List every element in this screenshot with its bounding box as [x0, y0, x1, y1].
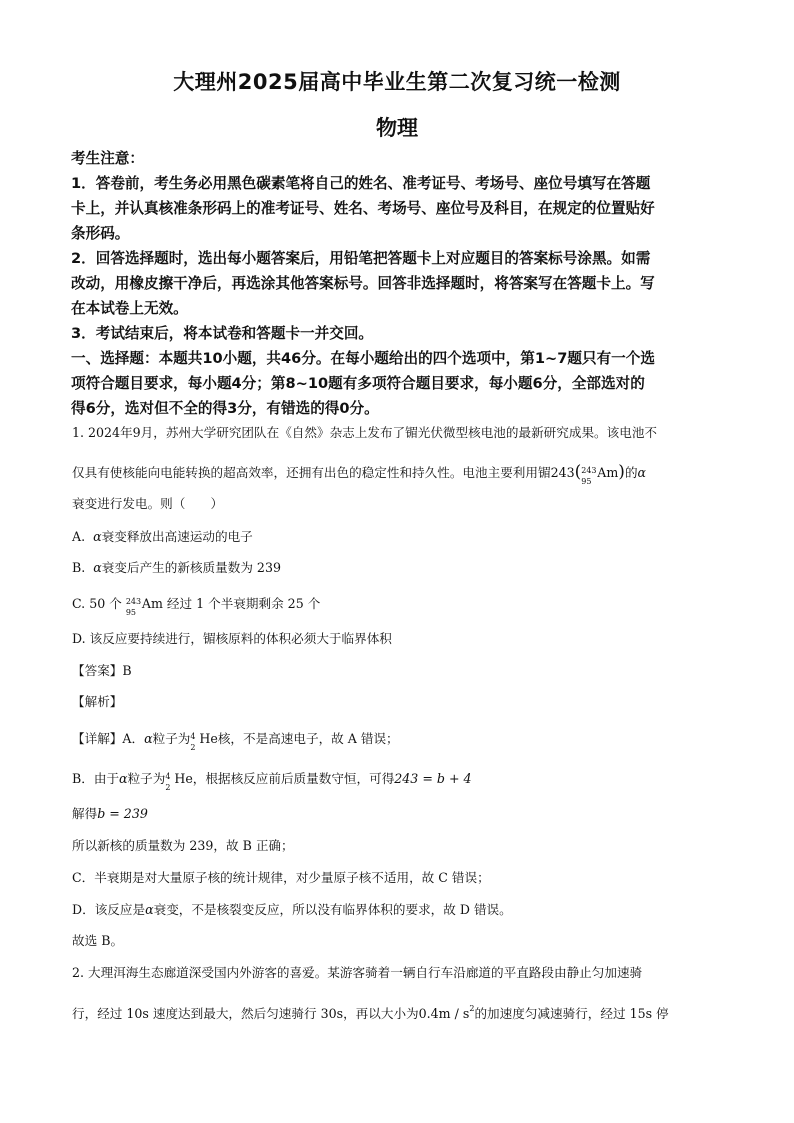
q1-option-a: A. α衰变释放出高速运动的电子	[72, 529, 253, 544]
notice-heading: 考生注意：	[71, 150, 144, 167]
section-line-2: 项符合题目要求，每小题4分；第8~10题有多项符合题目要求，每小题6分，全部选对的	[71, 375, 645, 392]
notice-line-5: 改动，用橡皮擦干净后，再选涂其他答案标号。回答非选择题时，将答案写在答题卡上。写	[71, 275, 655, 292]
q2-line-1: 2. 大理洱海生态廊道深受国内外游客的喜爱。某游客骑着一辆自行车沿廊道的平直路段由静止匀加速骑	[72, 965, 643, 980]
q1-line-2: 仅具有使核能向电能转换的超高效率，还拥有出色的稳定性和持久性。电池主要利用镅243( 243 95 Am)的α	[72, 462, 647, 486]
q1-line-1: 1. 2024年9月，苏州大学研究团队在《自然》杂志上发布了镅光伏微型核电池的最新研究成果。该电池不	[72, 425, 658, 440]
q1-option-b: B. α衰变后产生的新核质量数为 239	[72, 560, 281, 575]
section-line-3: 得6分，选对但不全的得3分，有错选的得0分。	[71, 400, 379, 417]
americium-nuclide: 243 95	[581, 466, 597, 486]
detail-a: 【详解】A．α粒子为 4 2 He核，不是高速电子，故 A 错误；	[72, 731, 399, 752]
detail-d: D．该反应是α衰变，不是核裂变反应，所以没有临界体积的要求，故 D 错误。	[72, 902, 512, 917]
q1-option-c: C. 50 个 243 95 Am 经过 1 个半衰期剩余 25 个	[72, 596, 321, 617]
notice-line-7: 3．考试结束后，将本试卷和答题卡一并交回。	[71, 325, 374, 342]
exam-title: 大理州2025届高中毕业生第二次复习统一检测	[173, 70, 621, 94]
notice-line-2: 卡上，并认真核准条形码上的准考证号、姓名、考场号、座位号及科目，在规定的位置贴好	[71, 200, 655, 217]
analysis-label: 【解析】	[72, 694, 123, 709]
solve-line: 解得b = 239	[72, 806, 148, 821]
q1-option-d: D. 该反应要持续进行，镅核原料的体积必须大于临界体积	[72, 631, 392, 646]
q2-line-2: 行，经过 10s 速度达到最大，然后匀速骑行 30s，再以大小为$0.4m / s^2$的加速度匀减速骑行，经过 15s 停	[72, 1004, 669, 1021]
notice-line-1: 1．答卷前，考生务必用黑色碳素笔将自己的姓名、准考证号、考场号、座位号填写在答题	[71, 175, 651, 192]
notice-line-3: 条形码。	[71, 225, 130, 242]
notice-line-6: 在本试卷上无效。	[71, 300, 188, 317]
detail-b: B．由于α粒子为 4 2 He，根据核反应前后质量数守恒，可得243 = b + 4	[72, 771, 472, 792]
conclusion: 故选 B。	[72, 933, 124, 948]
section-line-1: 一、选择题：本题共10小题，共46分。在每小题给出的四个选项中，第1~7题只有一个选	[71, 350, 655, 367]
detail-c: C．半衰期是对大量原子核的统计规律，对少量原子核不适用，故 C 错误；	[72, 870, 490, 885]
q1-line-3: 衰变进行发电。则（ ）	[72, 496, 224, 511]
helium-nuclide: 4 2	[190, 732, 196, 752]
answer-label: 【答案】B	[72, 663, 132, 678]
subject-title: 物理	[376, 116, 418, 140]
helium-nuclide-b: 4 2	[165, 772, 171, 792]
notice-line-4: 2．回答选择题时，选出每小题答案后，用铅笔把答题卡上对应题目的答案标号涂黑。如需	[71, 250, 651, 267]
detail-b-conclusion: 所以新核的质量数为 239，故 B 正确；	[72, 838, 294, 853]
americium-nuclide-c: 243 95	[125, 597, 142, 617]
